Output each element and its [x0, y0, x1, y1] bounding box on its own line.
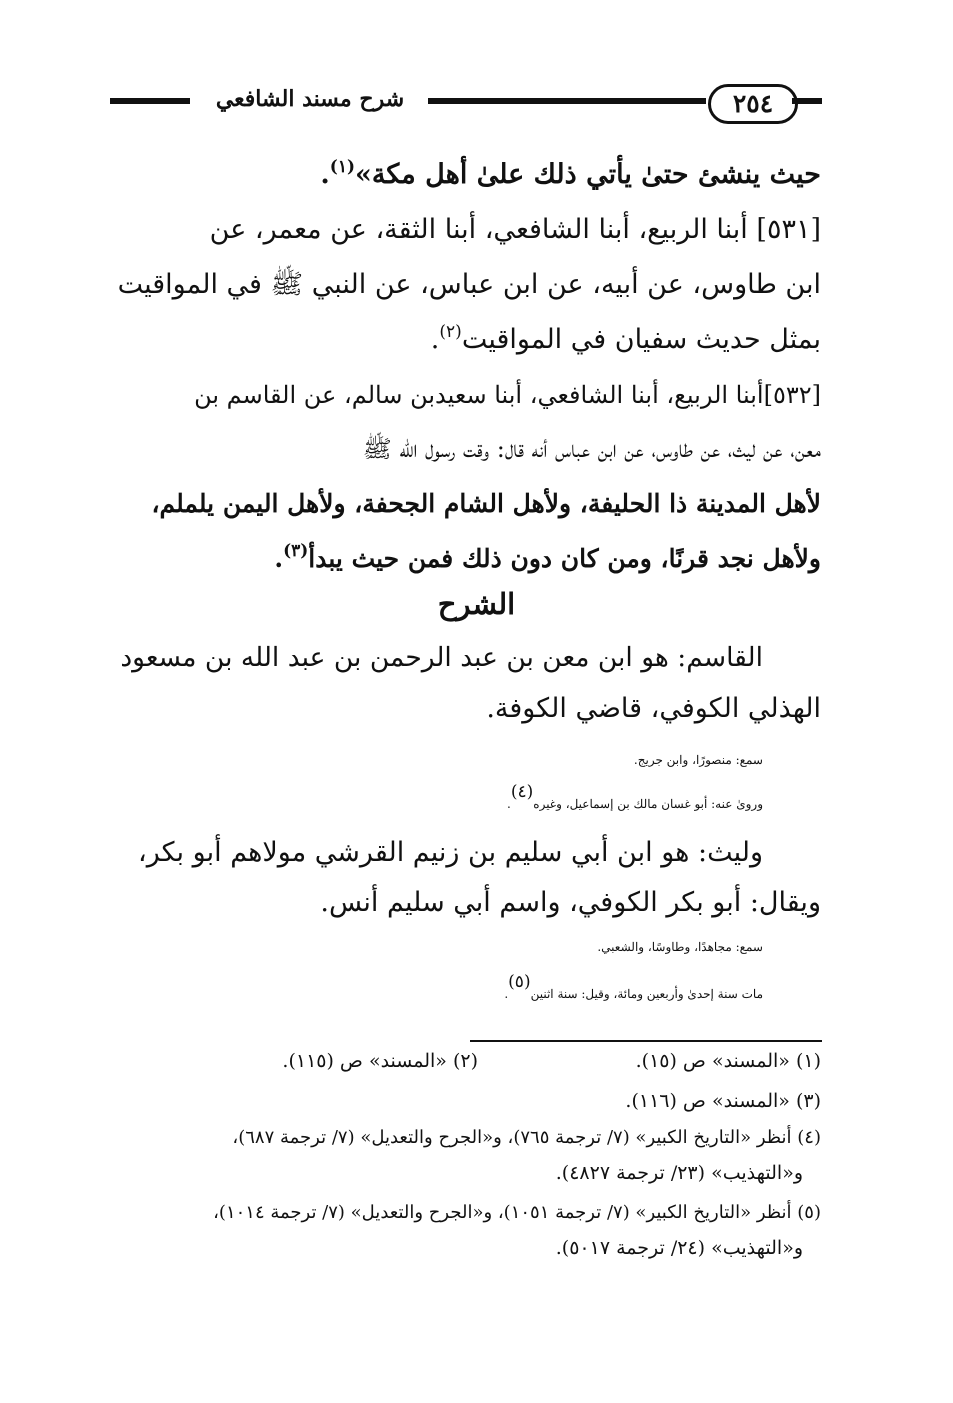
- footnote: (٥) أنظر «التاريخ الكبير» (٧/ ترجمة ١٠٥١)، و«الجرح والتعديل» (٧/ ترجمة ١٠١٤)،: [213, 1202, 821, 1223]
- header-rule: [428, 98, 706, 104]
- text-line: بمثل حديث سفيان في المواقيت$^{(٢)}$.: [430, 322, 821, 355]
- footnote: (٢) «المسند» ص (١١٥).: [282, 1050, 478, 1072]
- text-line: معن، عن ليث، عن طاوس، عن ابن عباس أنه قال: وقت رسول الله ﷺ: [362, 435, 821, 463]
- text-line: [٥٣٢]أبنا الربيع، أبنا الشافعي، أبنا سعيدبن سالم، عن القاسم بن: [194, 381, 821, 409]
- text-line: مات سنة إحدىٰ وأربعين ومائة، وقيل: سنة اثنين(٥).: [504, 972, 763, 1001]
- footnote: (٣) «المسند» ص (١١٦).: [625, 1090, 821, 1112]
- text-line: سمع: مجاهدًا، وطاوسًا، والشعبي.: [597, 940, 763, 954]
- text-line: ورویٰ عنه: أبو غسان مالك بن إسماعيل، وغيره(٤).: [507, 782, 763, 811]
- header-rule: [792, 98, 822, 104]
- text-line: سمع: منصورًا، وابن جريج.: [633, 753, 763, 767]
- running-header: [110, 82, 822, 124]
- text-line: القاسم: هو ابن معن بن عبد الرحمن بن عبد الله بن مسعود: [120, 642, 763, 673]
- footnote-rule: [470, 1040, 822, 1042]
- text-line: الهذلي الكوفي، قاضي الكوفة.: [486, 693, 821, 724]
- footnote: (٤) أنظر «التاريخ الكبير» (٧/ ترجمة ٧٦٥)، و«الجرح والتعديل» (٧/ ترجمة ٦٨٧)،: [232, 1127, 821, 1148]
- header-rule: [110, 98, 190, 104]
- header-title: شرح مسند الشافعي: [215, 86, 405, 112]
- footnote: و«التهذيب» (٢٣/ ترجمة ٤٨٢٧).: [555, 1162, 803, 1184]
- text-line: وليث: هو ابن أبي سليم بن زنيم القرشي مولاهم أبو بكر،: [138, 837, 763, 868]
- text-line: ويقال: أبو بكر الكوفي، واسم أبي سليم أنس.: [320, 887, 821, 918]
- text-line: [٥٣١] أبنا الربيع، أبنا الشافعي، أبنا الثقة، عن معمر، عن: [209, 214, 821, 245]
- text-line: ولأهل نجد قرنًا، ومن كان دون ذلك فمن حيث يبدأ$^{(٣)}$.: [274, 541, 821, 573]
- text-line: حيث ينشئ حتىٰ يأتي ذلك علىٰ أهل مكة»$^{(١)}$.: [320, 157, 821, 190]
- footnote: (١) «المسند» ص (١٥).: [635, 1050, 821, 1072]
- text-line: لأهل المدينة ذا الحليفة، ولأهل الشام الجحفة، ولأهل اليمن يلملم،: [151, 489, 821, 518]
- footnote: و«التهذيب» (٢٤/ ترجمة ٥٠١٧).: [555, 1237, 803, 1259]
- text-line: ابن طاوس، عن أبيه، عن ابن عباس، عن النبي ﷺ في المواقيت: [117, 269, 821, 300]
- page-number: ٢٥٤: [708, 84, 798, 124]
- section-title: الشرح: [437, 587, 516, 621]
